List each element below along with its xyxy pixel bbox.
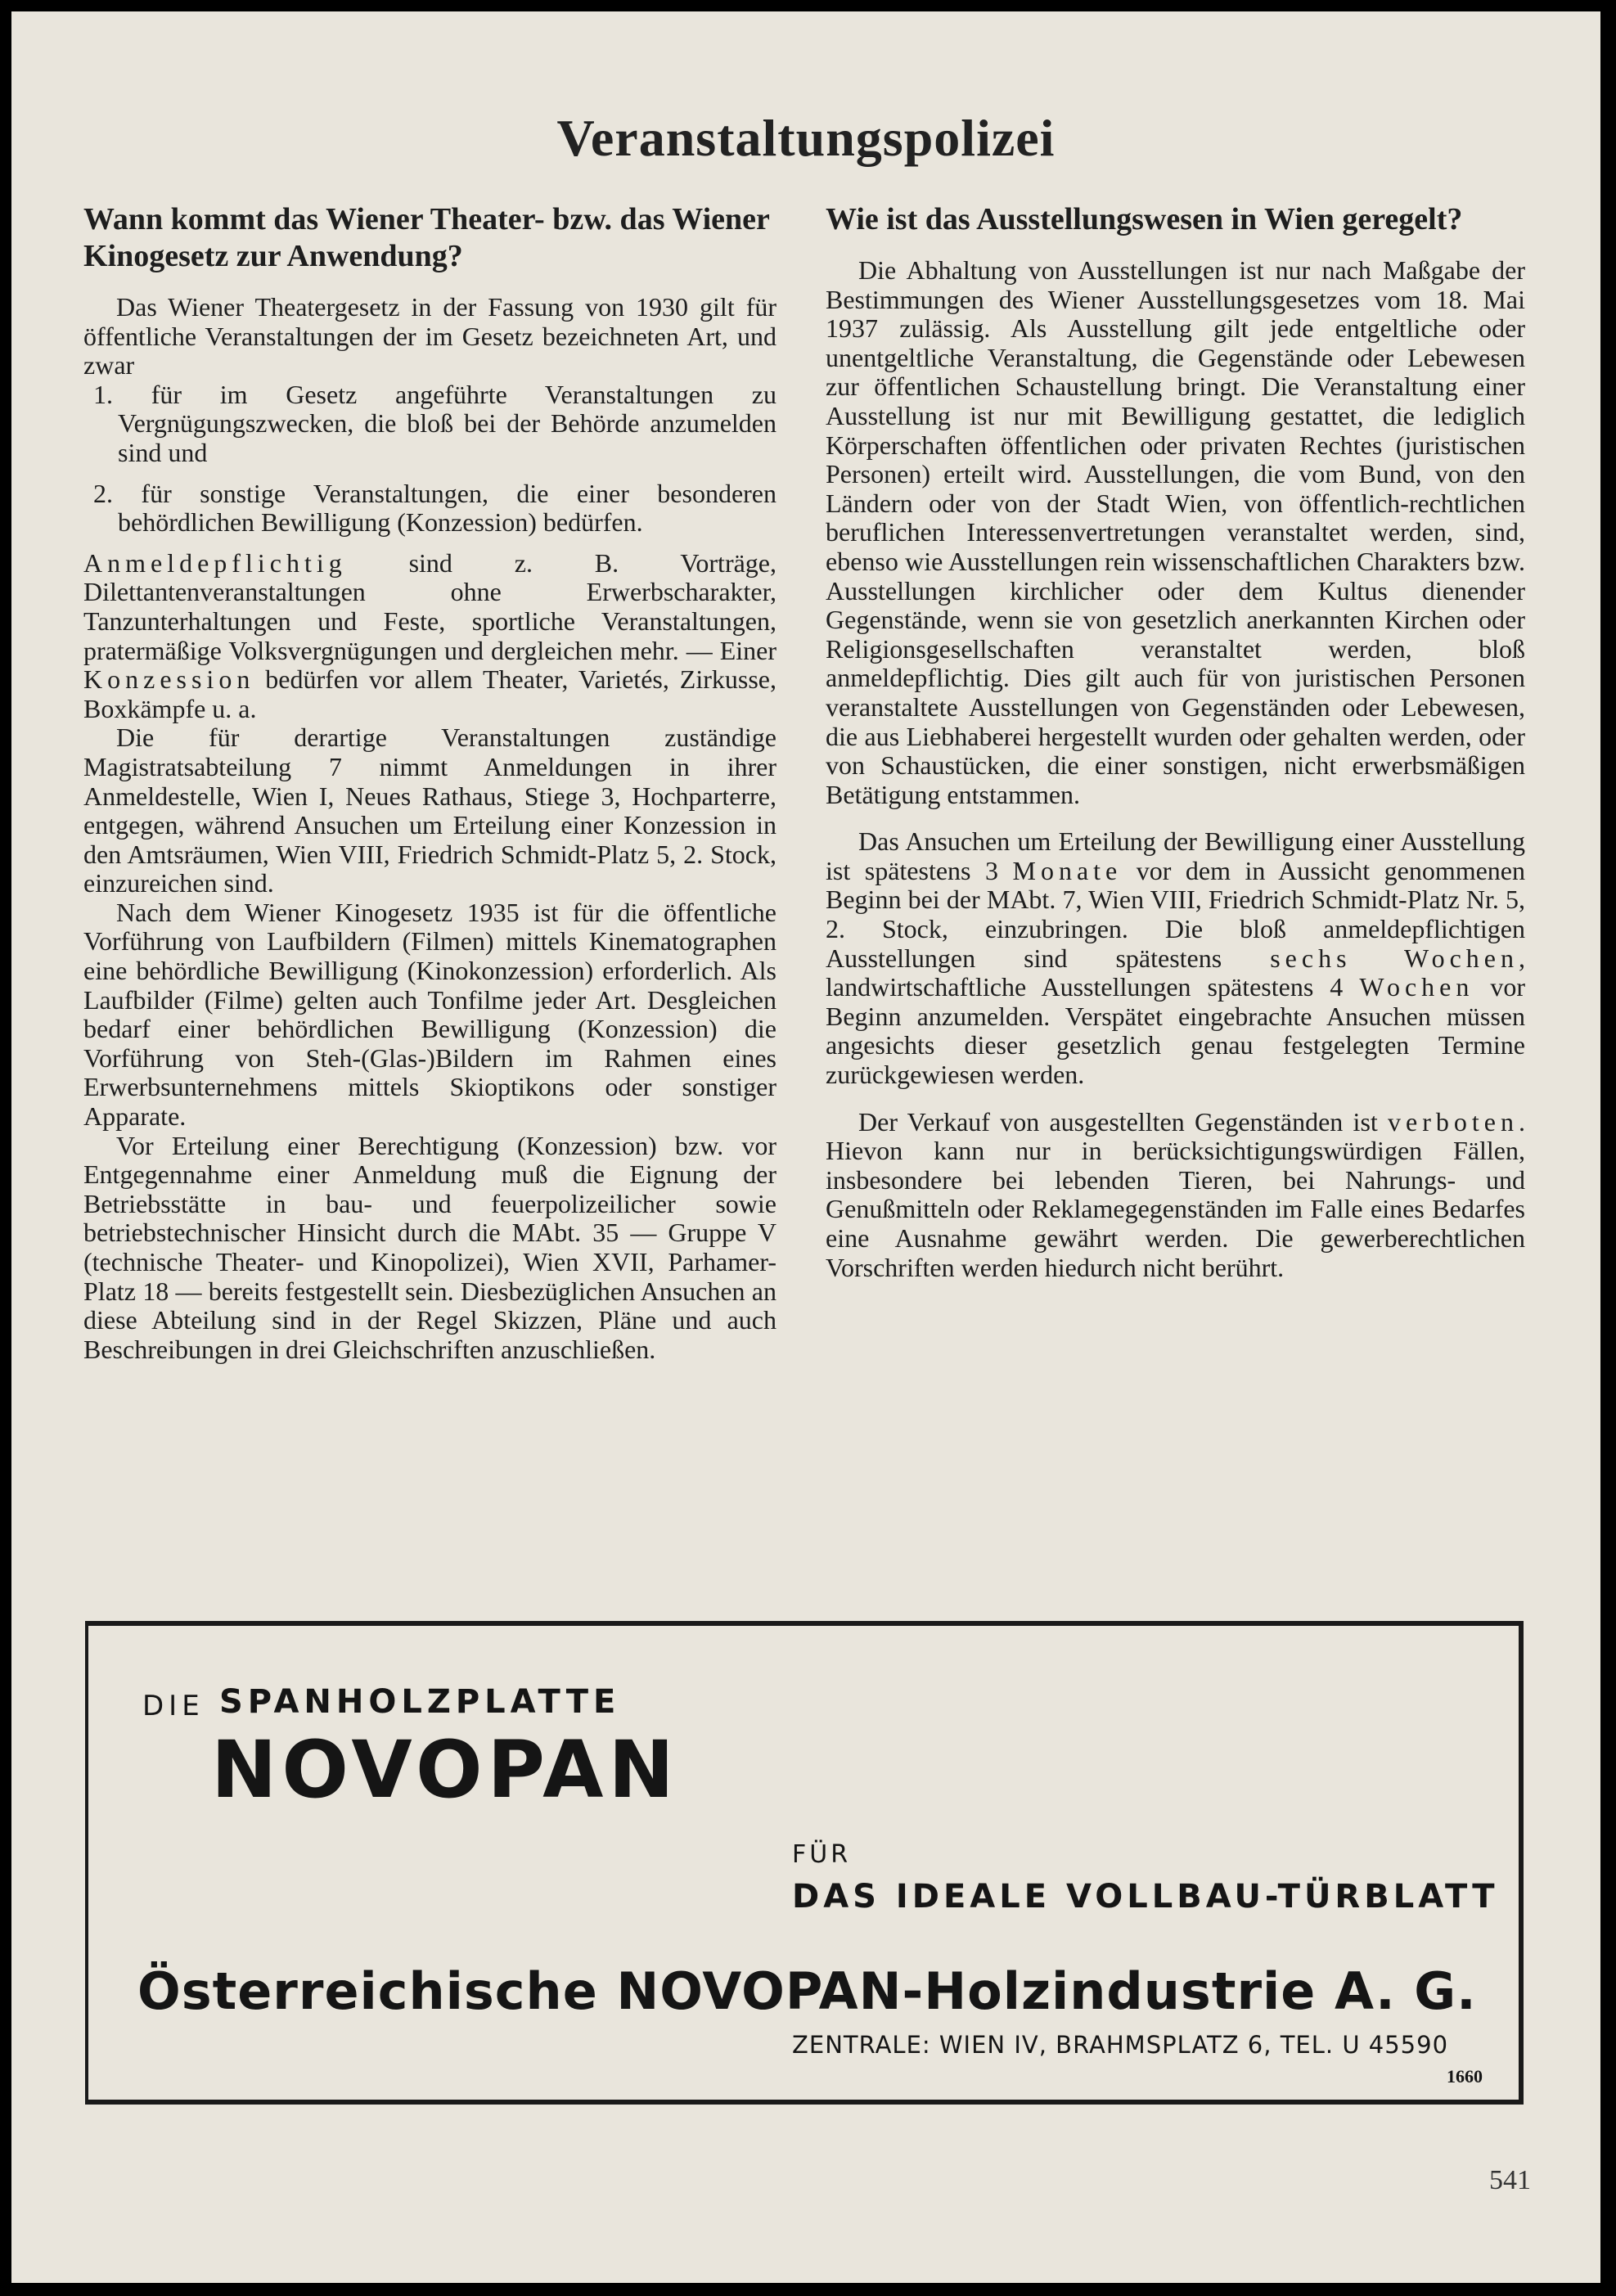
ad-tagline: DAS IDEALE VOLLBAU-TÜRBLATT [792,1878,1499,1916]
right-paragraph-3: Der Verkauf von ausgestellten Gegenständen ist verboten. Hievon kann nur in berücksichtigungswürdigen Fällen, insbesondere bei lebenden Tieren, bei Nahrungs- und Genußmitteln oder Reklamegegenständen im Falle eines Bedarfes eine Ausnahme gewährt werden. Die gewerberechtlichen Vorschriften werden hiedurch nicht berührt. [826,1106,1525,1282]
right-paragraph-1: Die Abhaltung von Ausstellungen ist nur nach Maßgabe der Bestimmungen des Wiener Ausstellungsgesetzes vom 18. Mai 1937 zulässig. Als Ausstellung gilt jede entgeltliche oder unentgeltliche Veranstaltung, die Gegenstände oder Lebewesen zur öffentlichen Schaustellung bringt. Die Veranstaltung einer Ausstellung ist nur mit Bewilligung gestattet, die lediglich Körperschaften öffentlichen oder privaten Rechtes (juristischen Personen) erteilt wird. Ausstellungen, die vom Bund, von den Ländern oder von der Stadt Wien, von öffentlich-rechtlichen beruflichen Interessenvertretungen veranstaltet werden, sind, ebenso wie Ausstellungen rein wissenschaftlichen Charakters bzw. Ausstellungen kirchlicher oder dem Kultus dienender Gegenstände, wenn sie von gesetzlich anerkannten Kirchen oder Religionsgesellschaften veranstaltet werden, bloß anmeldepflichtig. Dies gilt auch für von juristischen Personen veranstaltete Ausstellungen von Gegenständen oder Lebewesen, die aus Liebhaberei hergestellt wurden oder gehalten werden, oder von Schaustücken, die einer sonstigen, nicht erwerbsmäßigen Betätigung entstammen. [826,255,1525,809]
ad-fur-label: FÜR [792,1840,852,1869]
right-paragraph-2: Das Ansuchen um Erteilung der Bewilligung einer Ausstellung ist spätestens 3 Monate vor dem in Aussicht genommenen Beginn bei der MAbt. 7, Wien VIII, Friedrich Schmidt-Platz Nr. 5, 2. Stock, einzubringen. Die bloß anmeldepflichtigen Ausstellungen sind spätestens sechs Wochen, landwirtschaftliche Ausstellungen spätestens 4 Wochen vor Beginn anzumelden. Verspätet eingebrachte Ansuchen müssen angesichts dieser gesetzlich genau festgelegten Termine zurückgewiesen werden. [826,826,1526,1090]
left-heading: Wann kommt das Wiener Theater- bzw. das Wiener Kinogesetz zur Anwendung? [83,202,770,273]
left-paragraph-3: Nach dem Wiener Kinogesetz 1935 ist für die öffentliche Vorführung von Laufbildern (Filmen) mittels Kinematographen eine behördliche Bewilligung (Kinokonzession) erforderlich. Als Laufbilder (Filme) gelten auch Tonfilme jeder Art. Desgleichen bedarf einer behördlichen Bewilligung (Konzession) die Vorführung von Steh-(Glas-)Bildern im Rahmen eines Erwerbsunternehmens mittels Skioptikons oder sonstiger Apparate. [83,897,776,1132]
spaced-term: Konzession [83,664,255,695]
list-item: 2. für sonstige Veranstaltungen, die einer besonderen behördlichen Bewilligung (Konzession) bedürfen. [93,478,776,538]
right-column [826,201,1525,1282]
left-paragraph-1: Anmeldepflichtig sind z. B. Vorträge, Dilettantenveranstaltungen ohne Erwerbscharakter, Tanzunterhaltungen und Feste, sportliche Veranstaltungen, pratermäßige Volksvergnügungen und dergleichen mehr. — Einer Konzession bedürfen vor allem Theater, Varietés, Zirkusse, Boxkämpfe u. a. [83,547,776,723]
list-item: 1. für im Gesetz angeführte Veranstaltungen zu Vergnügungszwecken, die bloß bei der Behörde anzumelden sind und [93,379,776,467]
ad-address: ZENTRALE: WIEN IV, BRAHMSPLATZ 6, TEL. U 45590 [792,2031,1449,2059]
ad-code: 1660 [1447,2066,1483,2087]
right-heading: Wie ist das Ausstellungswesen in Wien geregelt? [826,202,1463,236]
left-paragraph-2: Die für derartige Veranstaltungen zuständige Magistratsabteilung 7 nimmt Anmeldungen in ihrer Anmeldestelle, Wien I, Neues Rathaus, Stiege 3, Hochparterre, entgegen, während Ansuchen um Erteilung einer Konzession in den Amtsräumen, Wien VIII, Friedrich Schmidt-Platz 5, 2. Stock, einzureichen sind. [83,723,776,898]
spaced-term: Anmeldepflichtig [83,547,347,578]
spaced-term: Wochen [1359,972,1474,1002]
spaced-term: Monate [1012,855,1123,885]
left-column [83,201,776,1364]
page [11,11,1600,2283]
ad-brand: NOVOPAN [211,1724,679,1816]
spaced-term: sechs Wochen [1270,943,1519,973]
page-title: Veranstaltungspolizei [556,109,1056,167]
ad-company-name: Österreichische NOVOPAN-Holzindustrie A. G. [137,1961,1477,2021]
advertisement-box [85,1621,1524,2105]
left-list [83,380,776,538]
page-number: 541 [1489,2165,1531,2195]
spaced-term: verboten [1388,1106,1519,1137]
ad-die-label: DIE [142,1690,205,1722]
ad-product-line: SPANHOLZPLATTE [219,1683,621,1721]
left-paragraph-4: Vor Erteilung einer Berechtigung (Konzession) bzw. vor Entgegennahme einer Anmeldung muß die Eignung der Betriebsstätte in bau- und feuerpolizeilicher sowie betriebstechnischer Hinsicht durch die MAbt. 35 — Gruppe V (technische Theater- und Kinopolizei), Wien XVII, Parhamer-Platz 18 — bereits festgestellt sein. Diesbezüglichen Ansuchen an diese Abteilung sind in der Regel Skizzen, Pläne und auch Beschreibungen in drei Gleichschriften anzuschließen. [83,1130,776,1364]
left-intro: Das Wiener Theatergesetz in der Fassung von 1930 gilt für öffentliche Veranstaltungen der im Gesetz bezeichneten Art, und zwar [83,292,776,380]
